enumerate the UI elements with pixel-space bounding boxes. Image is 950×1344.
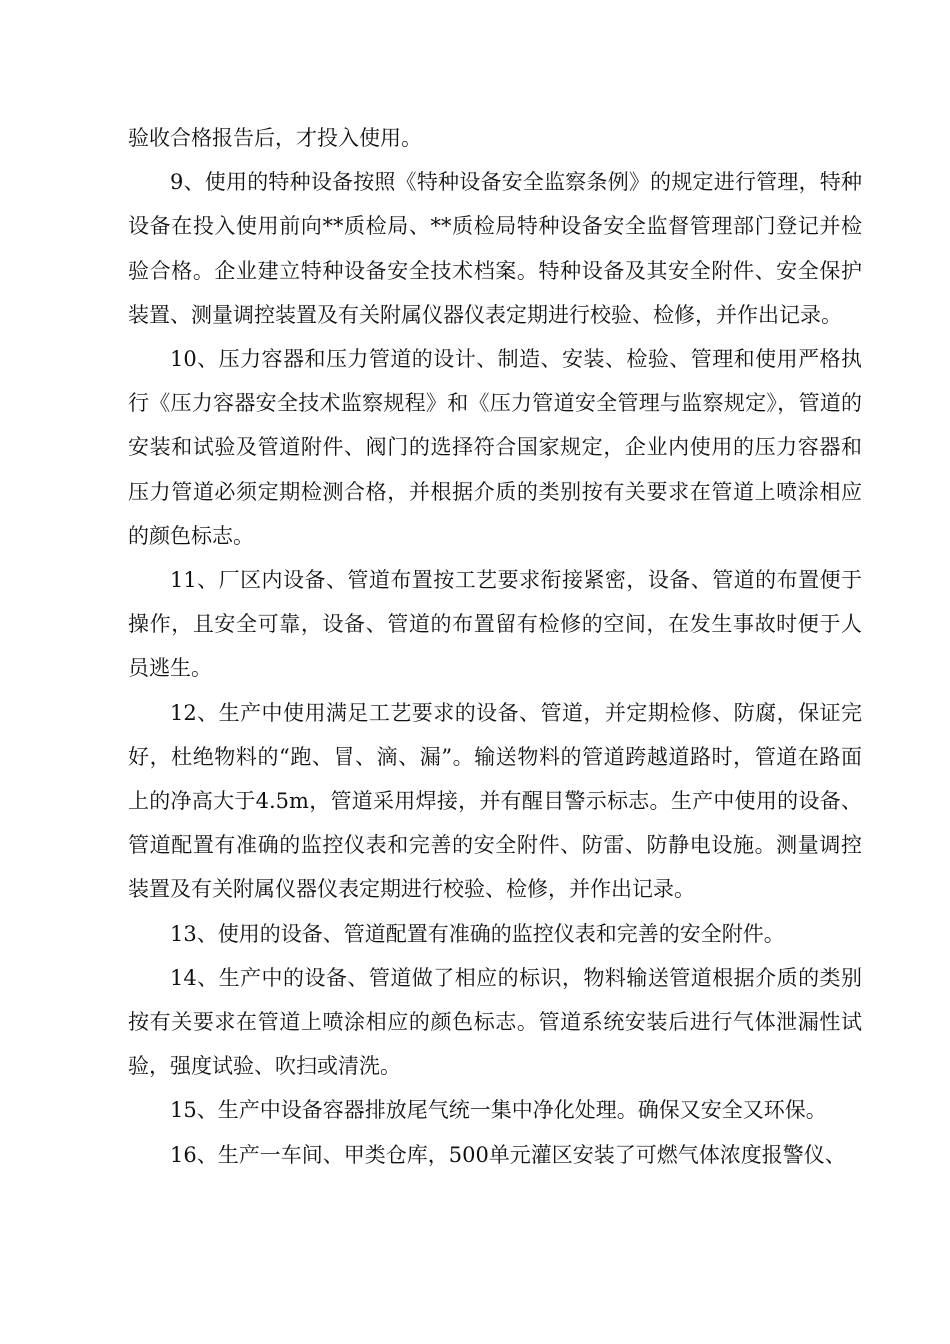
paragraph-continuation: 验收合格报告后，才投入使用。 [128,126,422,150]
paragraph-item-12: 12、生产中使用满足工艺要求的设备、管道，并定期检修、防腐，保证完好，杜绝物料的“跑、冒、滴、漏”。输送物料的管道跨越道路时，管道在路面上的净高大于4.5m，管道采用焊接，并有醒目警示标志。生产中使用的设备、管道配置有准确的监控仪表和完善的安全附件、防雷、防静电设施。测量调控装置及有关附属仪器仪表定期进行校验、检修，并作出记录。 [128,700,862,902]
paragraph-item-14: 14、生产中的设备、管道做了相应的标识，物料输送管道根据介质的类别按有关要求在管道上喷涂相应的颜色标志。管道系统安装后进行气体泄漏性试验，强度试验、吹扫或清洗。 [128,965,862,1079]
paragraph-item-13: 13、使用的设备、管道配置有准确的监控仪表和完善的安全附件。 [170,921,785,946]
paragraph-item-16: 16、生产一车间、甲类仓库，500单元灌区安装了可燃气体浓度报警仪、 [170,1142,846,1167]
paragraph-item-15: 15、生产中设备容器排放尾气统一集中净化处理。确保又安全又环保。 [170,1098,827,1123]
paragraph-item-10: 10、压力容器和压力管道的设计、制造、安装、检验、管理和使用严格执行《压力容器安全技术监察规程》和《压力管道安全管理与监察规定》，管道的安装和试验及管道附件、阀门的选择符合国家规定，企业内使用的压力容器和压力管道必须定期检测合格，并根据介质的类别按有关要求在管道上喷涂相应的颜色标志。 [128,347,862,548]
document-body [128,116,862,1177]
paragraph-item-9: 9、使用的特种设备按照《特种设备安全监察条例》的规定进行管理，特种设备在投入使用前向**质检局、**质检局特种设备安全监督管理部门登记并检验合格。企业建立特种设备安全技术档案。特种设备及其安全附件、安全保护装置、测量调控装置及有关附属仪器仪表定期进行校验、检修，并作出记录。 [128,170,862,327]
paragraph-item-11: 11、厂区内设备、管道布置按工艺要求衔接紧密，设备、管道的布置便于操作，且安全可靠，设备、管道的布置留有检修的空间，在发生事故时便于人员逃生。 [128,568,862,681]
